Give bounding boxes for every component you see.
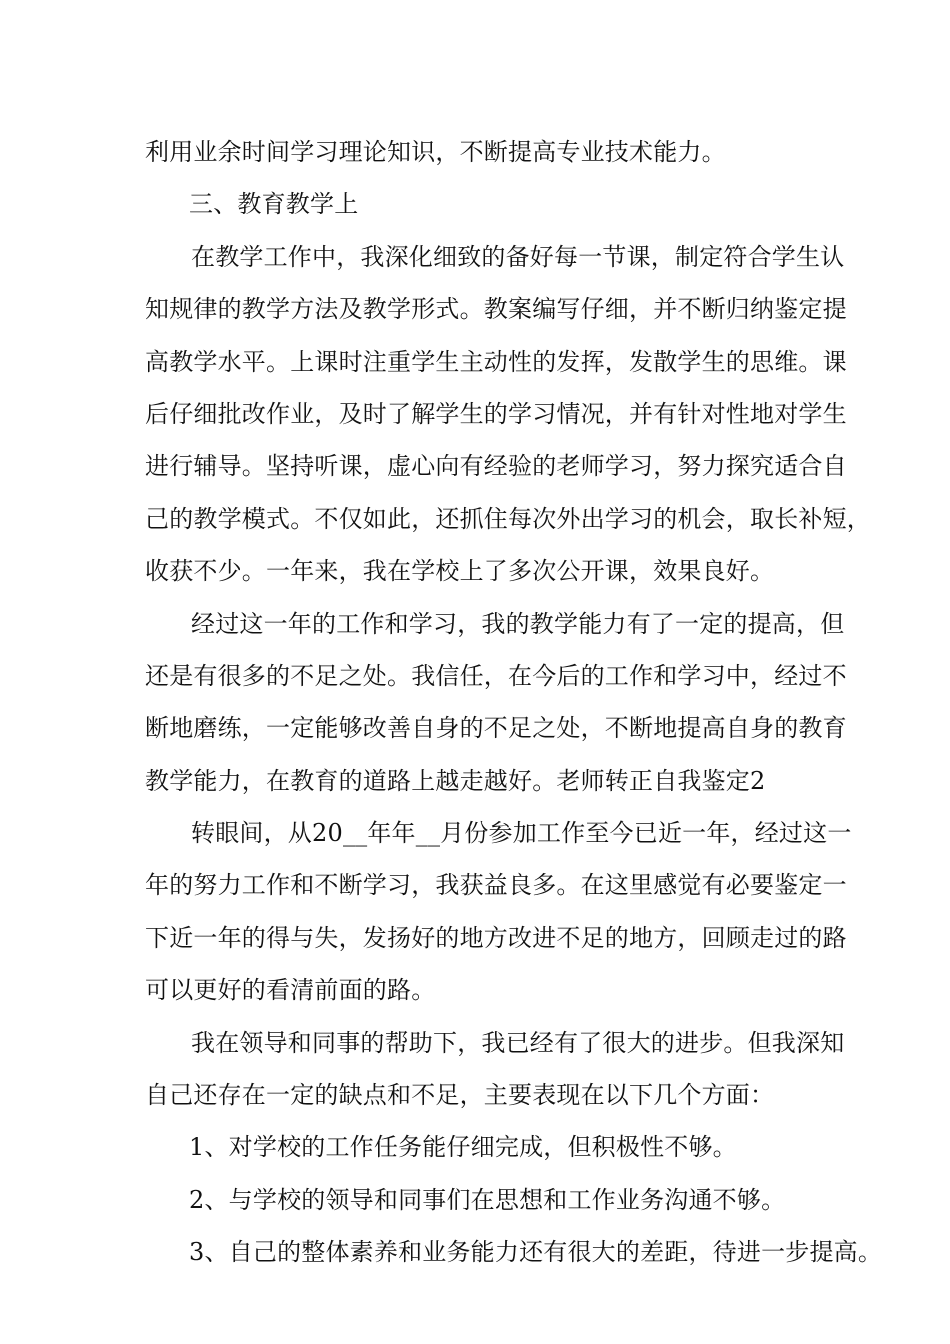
text-line: 知规律的教学方法及教学形式。教案编写仔细，并不断归纳鉴定提 [145,295,847,324]
text-line: 在教学工作中，我深化细致的备好每一节课，制定符合学生认 [191,242,845,271]
section-heading: 三、教育教学上 [189,190,359,219]
text-line: 经过这一年的工作和学习，我的教学能力有了一定的提高，但 [191,609,845,638]
text-line: 收获不少。一年来，我在学校上了多次公开课，效果良好。 [145,557,775,586]
text-line: 进行辅导。坚持听课，虚心向有经验的老师学习，努力探究适合自 [145,452,847,481]
text-line: 教学能力，在教育的道路上越走越好。老师转正自我鉴定2 [145,766,766,795]
text-line: 利用业余时间学习理论知识，不断提高专业技术能力。 [145,138,726,166]
text-line: 可以更好的看清前面的路。 [145,976,436,1005]
text-line: 我在领导和同事的帮助下，我已经有了很大的进步。但我深知 [191,1028,845,1057]
text-line: 断地磨练，一定能够改善自身的不足之处，不断地提高自身的教育 [145,714,847,743]
text-line: 还是有很多的不足之处。我信任，在今后的工作和学习中，经过不 [145,661,847,690]
text-line: 年的努力工作和不断学习，我获益良多。在这里感觉有必要鉴定一 [145,871,847,900]
document-body [145,126,883,1279]
text-line: 下近一年的得与失，发扬好的地方改进不足的地方，回顾走过的路 [145,923,847,952]
text-line: 高教学水平。上课时注重学生主动性的发挥，发散学生的思维。课 [145,347,847,376]
text-line: 自己还存在一定的缺点和不足，主要表现在以下几个方面： [145,1081,775,1110]
list-item: 1、对学校的工作任务能仔细完成，但积极性不够。 [189,1133,737,1162]
text-line: 转眼间，从20__年年__月份参加工作至今已近一年，经过这一 [191,819,852,848]
list-item: 2、与学校的领导和同事们在思想和工作业务沟通不够。 [189,1185,786,1214]
text-line: 后仔细批改作业，及时了解学生的学习情况，并有针对性地对学生 [145,399,847,428]
list-item: 3、自己的整体素养和业务能力还有很大的差距，待进一步提高。 [189,1238,883,1267]
text-line: 己的教学模式。不仅如此，还抓住每次外出学习的机会，取长补短， [145,504,871,533]
